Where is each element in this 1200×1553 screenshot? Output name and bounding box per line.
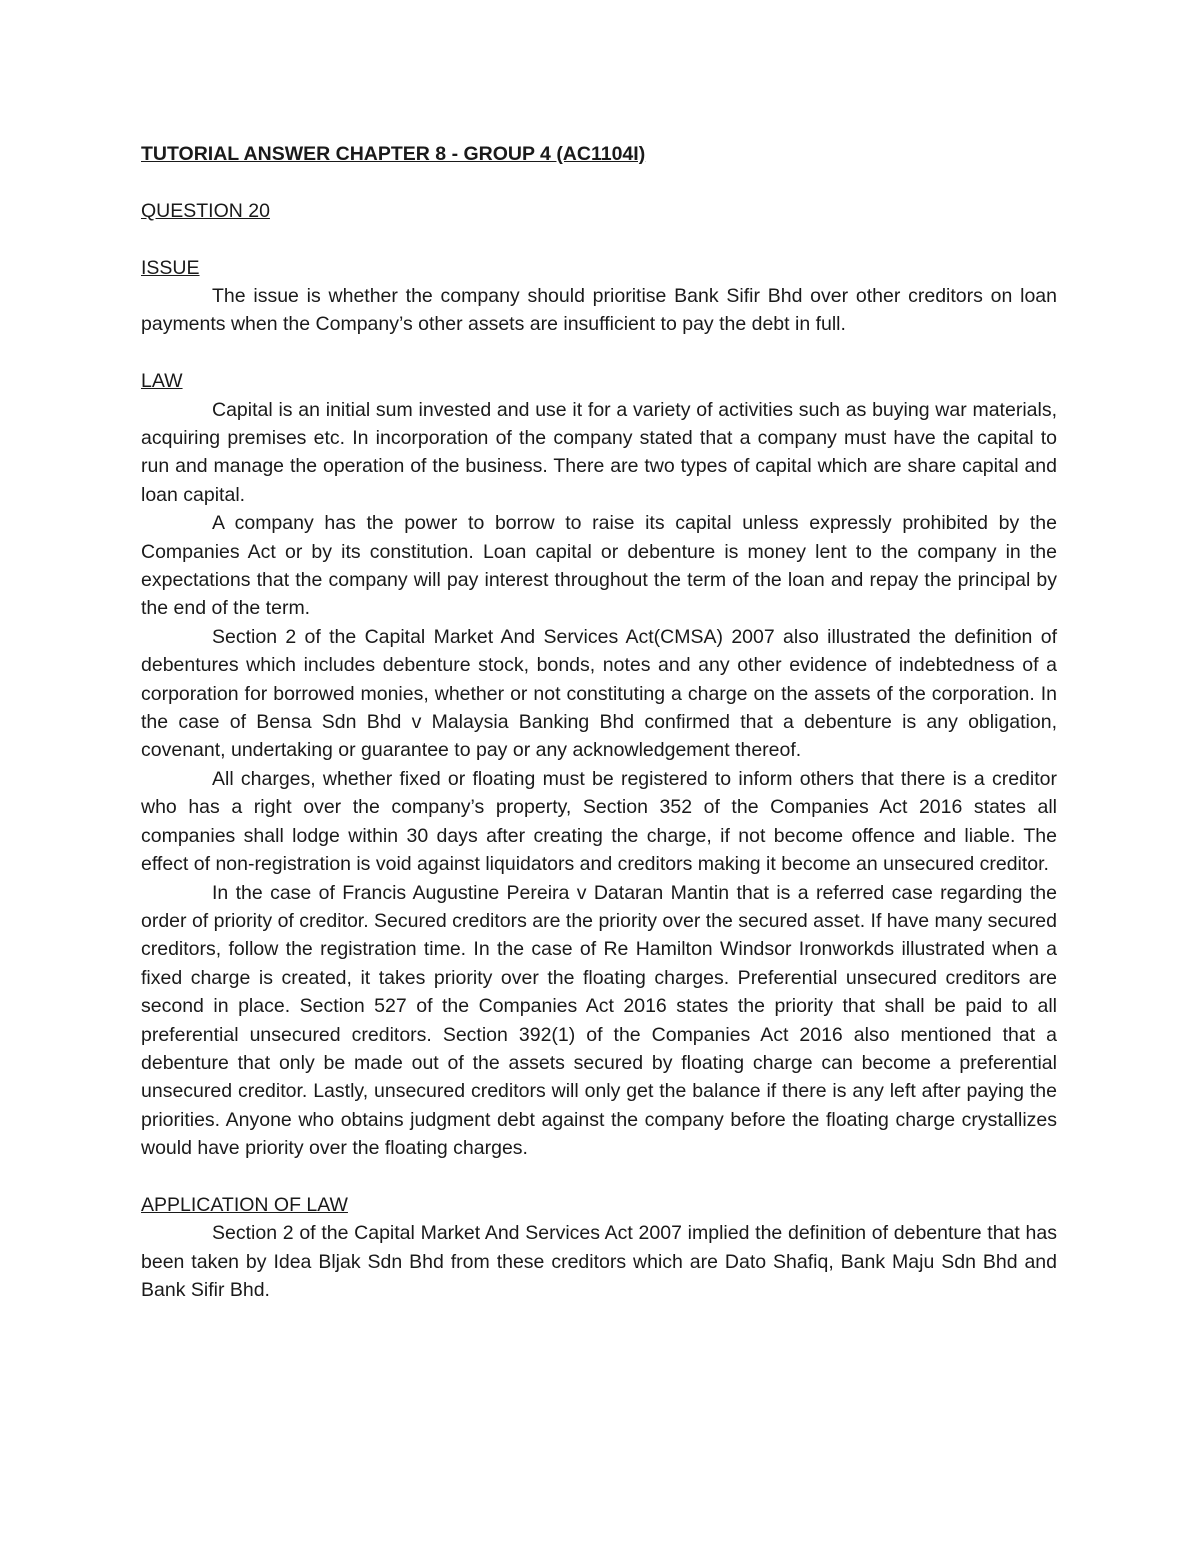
application-paragraph: Section 2 of the Capital Market And Services Act 2007 implied the definition of debenture that has been taken by Idea Bljak Sdn Bhd from these creditors which are Dato Shafiq, Bank Maju Sdn Bhd and Bank Sifir Bhd. — [141, 1222, 1057, 1302]
spacer — [141, 168, 1057, 196]
spacer — [141, 339, 1057, 367]
spacer — [141, 225, 1057, 253]
document-page — [141, 140, 1057, 1305]
document-title: TUTORIAL ANSWER CHAPTER 8 - GROUP 4 (AC1104I) — [141, 143, 646, 165]
issue-heading: ISSUE — [141, 256, 200, 279]
law-paragraph: A company has the power to borrow to raise its capital unless expressly prohibited by the Companies Act or by its constitution. Loan capital or debenture is money lent to the company in the expectations that the company will pay interest throughout the term of the loan and repay the principal by the end of the term. — [141, 512, 1057, 620]
law-paragraph: Capital is an initial sum invested and use it for a variety of activities such as buying war materials, acquiring premises etc. In incorporation of the company stated that a company must have the capital to run and manage the operation of the business. There are two types of capital which are share capital and loan capital. — [141, 398, 1057, 506]
law-heading: LAW — [141, 370, 183, 393]
question-heading: QUESTION 20 — [141, 199, 270, 222]
law-paragraph: In the case of Francis Augustine Pereira v Dataran Mantin that is a referred case regarding the order of priority of creditor. Secured creditors are the priority over the secured asset. If have many secured creditors, follow the registration time. In the case of Re Hamilton Windsor Ironworkds illustrated when a fixed charge is created, it takes priority over the floating charges. Preferential unsecured creditors are second in place. Section 527 of the Companies Act 2016 states the priority that shall be paid to all preferential unsecured creditors. Section 392(1) of the Companies Act 2016 also mentioned that a debenture that only be made out of the assets secured by floating charge can become a preferential unsecured creditor. Lastly, unsecured creditors will only get the balance if there is any left after paying the priorities. Anyone who obtains judgment debt against the company before the floating charge crystallizes would have priority over the floating charges. — [141, 881, 1057, 1160]
law-paragraph: All charges, whether fixed or floating must be registered to inform others that there is a creditor who has a right over the company’s property, Section 352 of the Companies Act 2016 states all companies shall lodge within 30 days after creating the charge, if not become offence and liable. The effect of non-registration is void against liquidators and creditors making it become an unsecured creditor. — [141, 767, 1057, 876]
application-heading: APPLICATION OF LAW — [141, 1193, 348, 1216]
law-paragraph: Section 2 of the Capital Market And Services Act(CMSA) 2007 also illustrated the definition of debentures which includes debenture stock, bonds, notes and any other evidence of indebtedness of a corporation for borrowed monies, whether or not constituting a charge on the assets of the corporation. In the case of Bensa Sdn Bhd v Malaysia Banking Bhd confirmed that a debenture is any obligation, covenant, undertaking or guarantee to pay or any acknowledgement thereof. — [141, 625, 1057, 762]
issue-paragraph: The issue is whether the company should prioritise Bank Sifir Bhd over other creditors on loan payments when the Company’s other assets are insufficient to pay the debt in full. — [141, 285, 1057, 336]
spacer — [141, 1163, 1057, 1191]
